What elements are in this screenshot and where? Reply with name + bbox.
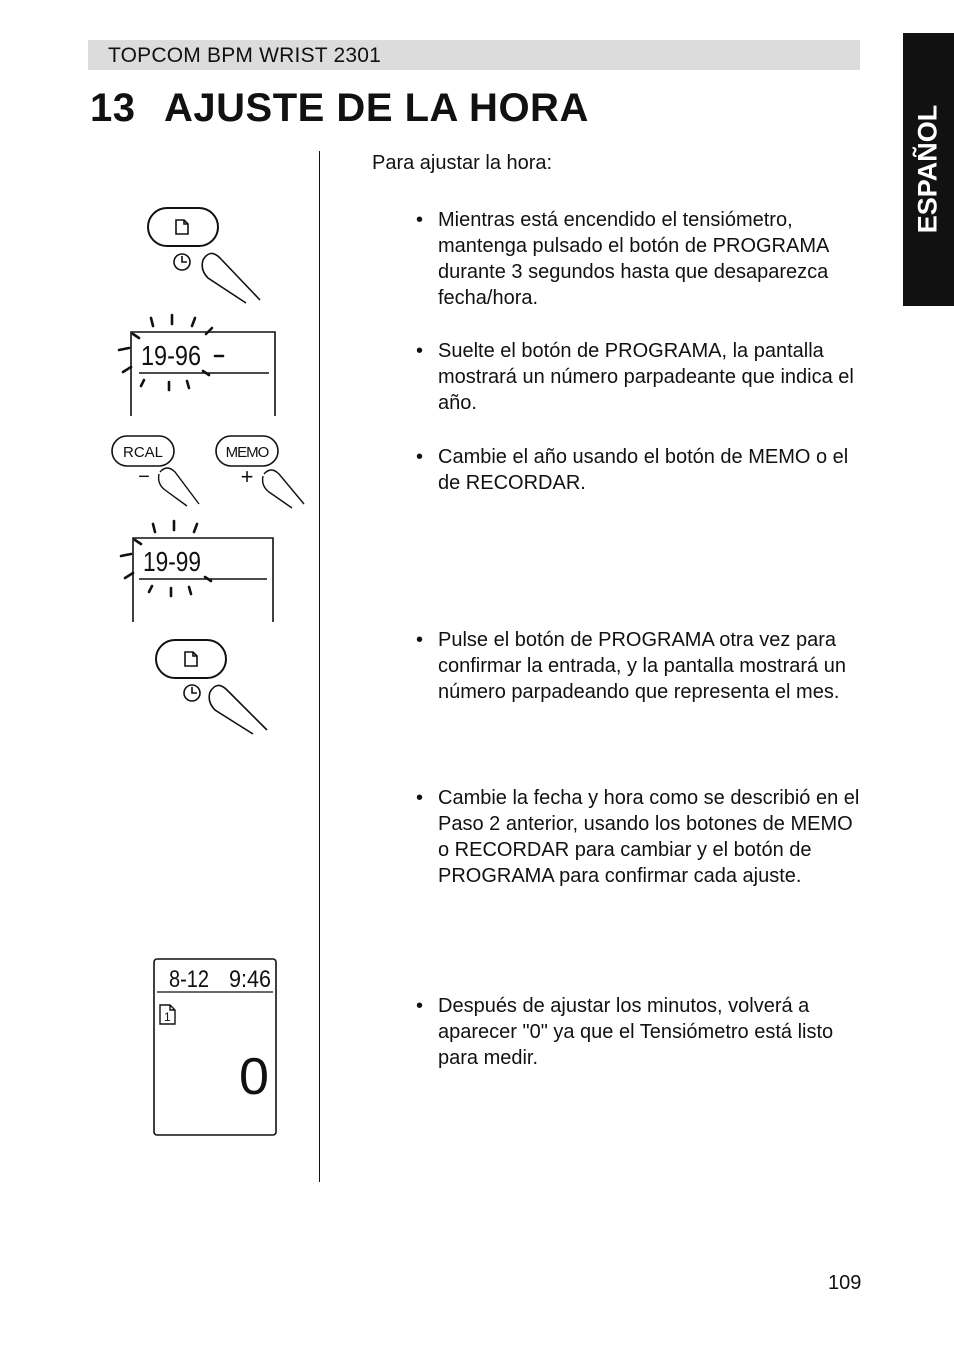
bullet: • xyxy=(416,995,424,1017)
document-icon xyxy=(185,652,197,666)
language-tab-label: ESPAÑOL xyxy=(912,104,943,234)
step-text: Después de ajustar los minutos, volverá a aparecer "0" ya que el Tensiómetro está listo para medir. xyxy=(438,995,834,1069)
step-5 xyxy=(416,785,861,889)
bullet: • xyxy=(416,446,424,468)
step-4 xyxy=(416,627,861,705)
step-text: Cambie el año usando el botón de MEMO o el de RECORDAR. xyxy=(438,446,849,494)
clock-icon xyxy=(174,254,190,270)
header-bar xyxy=(88,40,860,70)
intro-text: Para ajustar la hora: xyxy=(372,152,553,174)
page-number: 109 xyxy=(828,1272,862,1294)
finger-icon xyxy=(209,685,267,734)
display-year-value: 19-99 xyxy=(143,546,201,577)
display-reading: 0 xyxy=(239,1048,269,1106)
bullet: • xyxy=(416,340,424,362)
memo-button-label: MEMO xyxy=(225,444,269,461)
rcal-button-label: RCAL xyxy=(122,444,164,461)
bullet: • xyxy=(416,629,424,651)
memory-number: 1 xyxy=(164,1010,171,1024)
bullet: • xyxy=(416,209,424,231)
section-number: 13 xyxy=(90,86,136,130)
step-text: Pulse el botón de PROGRAMA otra vez para confirmar la entrada, y la pantalla mostrará un número parpadeando que representa el mes. xyxy=(438,629,846,703)
step-text: Mientras está encendido el tensiómetro, mantenga pulsado el botón de PROGRAMA durante 3 segundos hasta que desaparezca fecha/hora. xyxy=(438,209,829,309)
language-tab xyxy=(903,33,954,306)
header-product-name: TOPCOM BPM WRIST 2301 xyxy=(108,44,381,67)
display-date: 8-12 xyxy=(169,966,209,993)
figure-press-program-button-again xyxy=(148,632,278,742)
figure-press-program-button xyxy=(140,200,270,310)
figure-final-display xyxy=(153,958,277,1136)
step-text: Suelte el botón de PROGRAMA, la pantalla mostrará un número parpadeante que indica el año. xyxy=(438,340,854,414)
finger-icon-left xyxy=(159,468,199,506)
step-2 xyxy=(416,338,861,416)
section-title xyxy=(90,86,589,131)
display-time: 9:46 xyxy=(229,966,271,993)
step-6 xyxy=(416,993,861,1071)
step-text: Cambie la fecha y hora como se describió en el Paso 2 anterior, usando los botones de MEMO o RECORDAR para cambiar y el botón de PROGRAMA para confirmar cada ajuste. xyxy=(438,787,860,887)
figure-display-year-changed xyxy=(117,518,287,626)
section-title-text: AJUSTE DE LA HORA xyxy=(164,86,589,130)
clock-icon xyxy=(184,685,200,701)
step-1 xyxy=(416,207,861,311)
figure-display-year-blinking xyxy=(115,312,285,420)
step-3 xyxy=(416,444,861,496)
plus-sign: + xyxy=(240,464,254,489)
minus-sign: − xyxy=(138,466,150,488)
bullet: • xyxy=(416,787,424,809)
program-button xyxy=(148,208,218,246)
program-button xyxy=(156,640,226,678)
finger-icon xyxy=(202,253,260,303)
figure-rcal-memo-buttons xyxy=(108,432,313,512)
document-icon xyxy=(176,220,188,234)
display-year-value: 19-96 xyxy=(141,340,201,371)
finger-icon-right xyxy=(263,470,304,508)
column-divider xyxy=(319,151,320,1182)
